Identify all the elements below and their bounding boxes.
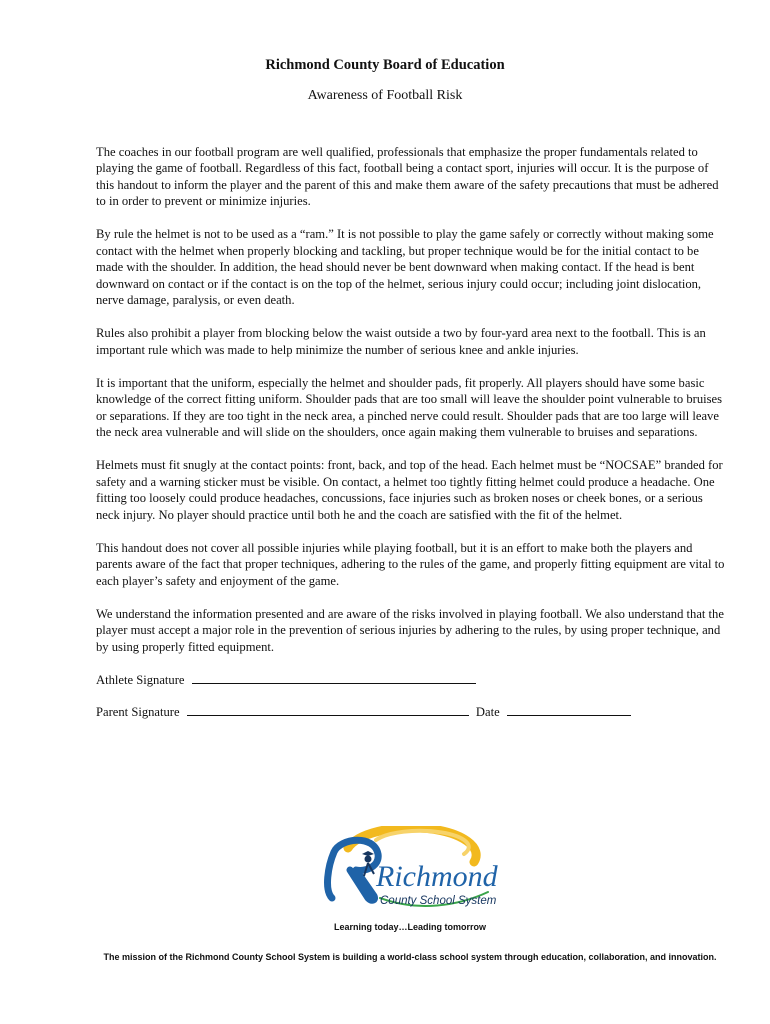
tagline: Learning today…Leading tomorrow [333, 922, 486, 932]
graduate-icon [365, 856, 372, 863]
parent-signature-row [96, 704, 728, 720]
paragraph-helmet-rule: By rule the helmet is not to be used as a “ram.” It is not possible to play the game safely or correctly without making some contact with the helmet when properly blocking and tackling, but proper technique would be for the initial contact to be made with the shoulder. In addition, the head should never be bent downward when making contact. If the head is bent downward on contact or if the contact is on the top of the helmet, serious injury could occur; including joint dislocation, nerve damage, paralysis, or even death. [96, 227, 714, 308]
paragraph-intro: The coaches in our football program are well qualified, professionals that emphasize the proper fundamentals related to playing the game of football. Regardless of this fact, football being a contact sport, injuries will occur. It is the purpose of this handout to inform the player and the parent of this and make them aware of the safety precautions that must be adhered to in order to prevent or minimize injuries. [96, 145, 719, 209]
parent-signature-field[interactable] [187, 704, 469, 716]
athlete-signature-label: Athlete Signature [96, 672, 185, 687]
richmond-logo-graphic [318, 826, 498, 911]
logo-subname: County School System [380, 895, 497, 907]
paragraph-disclaimer: This handout does not cover all possible injuries while playing football, but it is an effort to make both the players and parents aware of the fact that proper techniques, adhering to the rules of the game, and properly fitting equipment are vital to each player’s safety and enjoyment of the game. [96, 540, 725, 588]
paragraph-blocking-rule: Rules also prohibit a player from blocking below the waist outside a two by four-yard area next to the football. This is an important rule which was made to help minimize the number of serious knee and ankle injuries. [96, 326, 706, 357]
document-title: Richmond County Board of Education [265, 57, 505, 73]
document-subtitle: Awareness of Football Risk [307, 88, 463, 103]
richmond-logo [318, 826, 498, 911]
date-field[interactable] [507, 704, 631, 716]
parent-signature-label: Parent Signature [96, 705, 180, 720]
athlete-signature-row [96, 672, 728, 688]
paragraph-acknowledgement: We understand the information presented and are aware of the risks involved in playing football. We also understand that the player must accept a major role in the prevention of serious injuries by adhering to the rules, by using proper technique, and by using properly fitted equipment. [96, 606, 724, 654]
mission-statement: The mission of the Richmond County School System is building a world-class school system through education, collaboration, and innovation. [103, 952, 717, 962]
letter-r-icon [328, 840, 379, 900]
paragraph-uniform-fit: It is important that the uniform, especially the helmet and shoulder pads, fit properly. All players should have some basic knowledge of the correct fitting uniform. Shoulder pads that are too small will leave the shoulder point vulnerable to bruises or separations. If they are too tight in the neck area, a pinched nerve could result. Shoulder pads that are too large will leave the neck area vulnerable and will slide on the shoulders, once again making them vulnerable to bruises and separations. [96, 375, 723, 440]
logo-name: Richmond [376, 860, 498, 893]
document-body [96, 144, 728, 721]
paragraph-helmet-fit: Helmets must fit snugly at the contact points: front, back, and top of the head. Each helmet must be “NOCSAE” branded for safety and a warning sticker must be visible. On contact, a helmet too tightly fitting helmet could produce a headache. One fitting too loosely could produce headaches, concussions, face injuries such as broken noses or cheek bones, or a serious neck injury. No player should practice until both he and the coach are satisfied with the fit of the helmet. [96, 458, 723, 522]
athlete-signature-field[interactable] [192, 672, 476, 684]
date-label: Date [475, 705, 500, 720]
